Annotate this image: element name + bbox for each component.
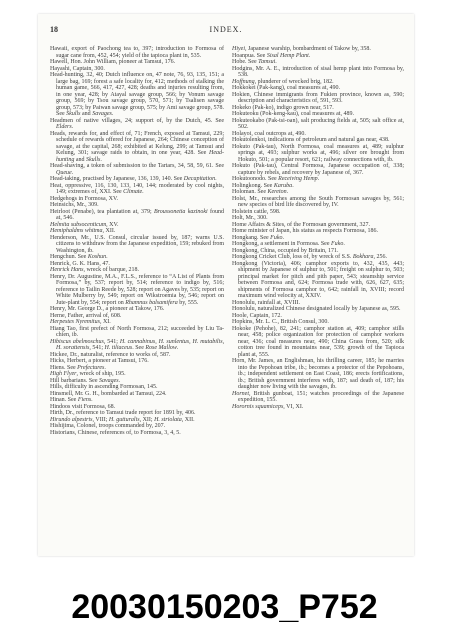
index-entry: Hongkong, China, occupied by Britain, 171. (232, 247, 339, 254)
index-entry: Holayoi, coal outcrops at, 490. (232, 130, 306, 137)
index-entry: Heads, rewards for, and effect of, 71; French, exposed at Tamsui, 229; schedule of rewards offered for Japanese, 264; Chinese conception of savage, at the capital, 268; exhibited at Kelung, 299; at Tamsui and Kelung, 301; savage raids to obtain, in one year, 428. See Head-hunting and Skulls. (50, 130, 224, 163)
index-entry: Holingkong. See Karuba. (232, 182, 294, 189)
index-entry: Hayashi, Captain, 300. (50, 65, 105, 72)
running-head (50, 25, 402, 35)
index-entry: Hindoos visit Formosa, 68. (50, 403, 116, 410)
index-entry: Hobe. See Tamsui. (232, 59, 277, 65)
index-entry: Heirloot (Penabe), tea plantation at, 379; Broussonetia kazinoki found at, 546. (50, 208, 224, 221)
index-entry: Henrick Hans, wreck of barque, 218. (50, 267, 139, 273)
index-entry: Helmita subsocenticum, XV. (50, 221, 119, 228)
index-entry: Hornet, British gunboat, 151; watches proceedings of the Japanese expedition, 155. (232, 390, 404, 403)
index-entry: Head-shaving, a token of submission to the Tartars, 34, 58, 59, 61. See Queue. (50, 163, 224, 176)
index-entry: Hickee, Dr., naturalist, reference to works of, 587. (50, 351, 171, 358)
index-entry: Historians, Chinese, references of, to Formosa, 3, 4, 5. (50, 429, 181, 436)
index-entry: Hodgins, Mr. A. E., introduction of sisal hemp plant into Formosa by, 538. (232, 65, 404, 78)
index-entry: Holoman. See Kereton. (232, 189, 289, 195)
index-entry: Headmen of native villages, 24; support of, by the Dutch, 45. See Elders. (50, 117, 224, 130)
index-entry: Henry, Mr. George D., a pioneer at Takow, 176. (50, 306, 165, 312)
index-entry: Henrick, G. K. Hans, 47. (50, 260, 110, 267)
index-entry: Hiyei, Japanese warship, bombardment of Takow by, 358. (232, 46, 371, 52)
index-entry: Holst, Mr., researches among the South Formosan savages by, 561; new species of bird life discovered by, IV. (232, 195, 404, 208)
index-entry: Hills, difficulty in ascending Formosan, 145. (50, 384, 158, 390)
index-entry: Holt, Mr., 300. (232, 215, 268, 221)
index-entry: Honolulu, naturalized Chinese designated locally by Japanese as, 595. (232, 306, 401, 312)
scanned-page (38, 14, 414, 556)
index-entry: Herpestes Nyremitus, XI. (50, 319, 111, 325)
index-entry: Hokoke (Pehohe), 82, 241; camphor station at, 409; camphor stills near, 458; police organization for protection of camphor workers near, 436; coal measures near, 490; China Grass from, 520; silk cotton tree found in mountains near, 539; growth of the Tapioca plant at, 555. (232, 325, 404, 358)
index-entry: Hopkins, Mr. L. C., British Consul, 300. (232, 319, 329, 325)
index-entry: Hokutoonodo. See Receiving Hemp. (232, 176, 320, 182)
index-entry: Hongkang. See Fuko. (232, 234, 284, 241)
index-entry: Home minister of Japan, his status as respects Formosa, 186. (232, 228, 378, 234)
index-entry: Hoanpua. See Sisal Hemp Plant. (232, 52, 311, 59)
index-column-right (232, 46, 404, 546)
index-column-left (50, 46, 224, 546)
index-entry: Head-hunting, 32, 40; Dutch influence on, 47 note, 76, 93, 135, 151; a large bag, 169; forest a safe locality for, 412; methods of stalking the human game, 566, 417, 427, 428; deaths and injuries resulting from, in one year, 428; by Atayal savage group, 566; by Vonum savage group, 569; by Tsou savage group, 570, 571; by Tsalisen savage group, 573; by Paiwan savage group, 575; by Ami savage group, 578. See Skulls and Savages. (50, 72, 224, 117)
image-caption: 20030150203_P752 (71, 588, 378, 626)
index-entry: Hokutolenkoi, indications of petroleum and natural gas near, 438. (232, 137, 390, 143)
index-entry: Hicks, Herbert, a pioneer at Tamsui, 176. (50, 358, 149, 364)
index-entry: Hoffnung, plunderer of wrecked brig, 182. (232, 78, 334, 85)
index-entry: Henry, Dr. Augustine, M.A., F.L.S., reference to “A List of Plants from Formosa,” by, 537; report by, 514; reference to indigo by, 516; reference to Tailin Reede by, 528; report on Agaves by, 535; report on White Mulberry by, 549; report on Wikstroemia by, 546; report on Jute-plant by, 554; report on Rhamnus balsamifera by, 555. (50, 273, 224, 306)
index-entry: Hongkong (Victoria), 406; camphor exports to, 432, 435, 443; shipment by Japanese of sulphur to, 501; freight on sulphur to, 503; principal market for pitch and pith paper, 543; steamship service between Formosa and, 624; Formosa trade with, 626, 627, 635; shipments of Formosa camphor to, 642; rainfall in, XVIII; record maximum wind velocity at, XXIV. (232, 260, 404, 299)
index-entry: Hokien, Chinese immigrants from Fukien province, known as, 590; description and characteristics of, 591, 593. (232, 91, 404, 104)
index-entry: Hemiphaldms whitma, XII. (50, 228, 116, 234)
index-entry: Hongkong, a settlement in Formosa. See Fuko. (232, 241, 345, 247)
index-entry: Henderson, Mr., U.S. Consul, circular issued by, 187; warns U.S. citizens to withdraw from the Japanese expedition, 159; rebuked from Washington, ib. (50, 234, 224, 254)
index-entry: Hirth, Dr., reference to Tamsui trade report for 1891 by, 406. (50, 410, 196, 416)
index-entry: Hokeko (Pak-ko), indigo grown near, 517. (232, 104, 334, 111)
index-entry: Honolulu, rainfall at, XVIII. (232, 299, 300, 306)
index-entry: Hinsmell, Mr. G. H., bombarded at Tamsui, 224. (50, 390, 167, 397)
index-entry: Hokuto (Pak-tau), Central Formosa, Japanese occupation of, 338; capture by rebels, and recovery by Japanese of, 367. (232, 163, 404, 176)
index-entry: Hill barbarians. See Savages. (50, 377, 121, 384)
index-entry: Hongkong Cricket Club, loss of, by wreck of S.S. Bokhara, 256. (232, 254, 387, 260)
index-entry: Hengchun. See Koshun. (50, 254, 108, 260)
page-title: INDEX. (209, 25, 243, 34)
index-entry: Hiens. See Prefectures. (50, 364, 106, 371)
index-entry: High Flyer, wreck of ship, 195. (50, 371, 126, 377)
index-entry: Hoole, Captain, 172. (232, 312, 282, 319)
index-entry: Hedgehogs in Formosa, XV. (50, 195, 119, 202)
page-number: 18 (50, 25, 58, 34)
index-entry: Hokuto (Pak-tau), North Formosa, coal measures at, 489; sulphur springs at, 493; sulphur works at, 496; silver ore brought from Hokuto, 501; a popular resort, 621; railway connections with, ib. (232, 143, 404, 163)
index-entry: Hinan. See Fiens. (50, 397, 93, 403)
index-entry: Hibiscus abelmoschus, 541; H. cannabinus, H. sunlentus, H. mutabilis, H. sorattensis, 541; H. tiliaceus. See Rose Mallow. (50, 338, 225, 351)
index-entry: Heinsichs, Mr., 309. (50, 202, 99, 208)
index-entry: Heat, oppressive, 116, 130, 133, 140, 144; moderated by cool nights, 149; extremes of, XXI. See Climate. (50, 182, 224, 195)
index-entry: Holstein cattle, 598. (232, 208, 281, 215)
index-entry: Home Affairs & Sites, of the Formosan government, 327. (232, 221, 371, 228)
index-entry: Hokuteokabo (Pak-tsi-oan), salt producing fields at, 505; salt office at, 502. (232, 117, 404, 130)
index-entry: Head-taking, practised by Japanese, 136, 139, 140. See Decapitation. (50, 176, 217, 182)
index-entry: Hishijima, Colonel, troops commanded by, 207. (50, 423, 166, 429)
index-entry: Horornis squamiceps, VI, XI. (232, 403, 304, 410)
index-entry: Hirundo alpestris, VIII; H. gutturalis, XII; H. striolata, XII. (50, 416, 195, 423)
index-entry: Hokuteoku (Pok-keng-kau), coal measures at, 489. (232, 111, 354, 117)
index-entry: Horn, Mr. James, an Englishman, his thrilling career, 185; he marries into the Pepohoan tribe, ib.; becomes a protector of the Pepohoans, ib.; independent settlement on East Coast, 186; erects fortifications, ib.; British government interferes with, 187; sad death of, 187; his daughter now living with the savages, ib. (232, 358, 404, 390)
index-entry: Hokkokei (Pak-kang), coal measures at, 490. (232, 85, 340, 91)
index-entry: Hawaii, export of Paochong tea to, 397; introduction to Formosa of sugar cane from, 452, 454; yield of the tapioca plant in, 535. (50, 46, 224, 59)
index-entry: Hiang Tao, first prefect of North Formosa, 212; succeeded by Liu Ta-chien, ib. (50, 325, 224, 338)
index-entry: Hawell, Hon. John William, pioneer at Tamsui, 176. (50, 59, 176, 65)
index-entry: Herne, Father, arrival of, 608. (50, 312, 122, 319)
